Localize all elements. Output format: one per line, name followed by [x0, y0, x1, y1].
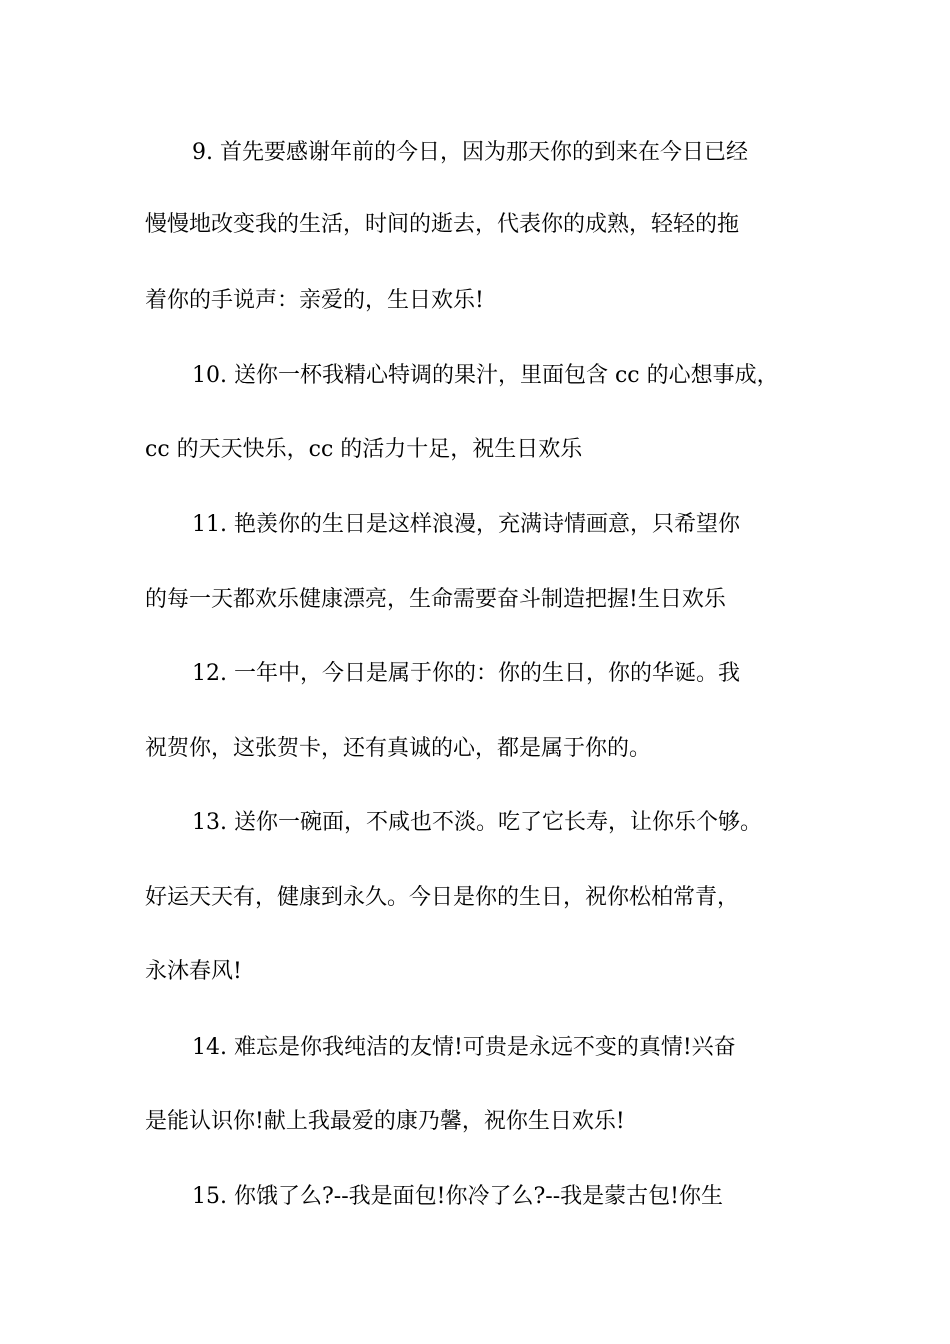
- paragraph-9-line-1: 9. 首先要感谢年前的今日，因为那天你的到来在今日已经: [192, 140, 748, 165]
- paragraph-13-line-1: 13. 送你一碗面，不咸也不淡。吃了它长寿，让你乐个够。: [192, 810, 762, 835]
- paragraph-10-line-2: cc 的天天快乐，cc 的活力十足，祝生日欢乐: [145, 437, 583, 462]
- paragraph-14-line-1: 14. 难忘是你我纯洁的友情!可贵是永远不变的真情!兴奋: [192, 1035, 736, 1060]
- paragraph-13-line-3: 永沐春风!: [145, 959, 242, 984]
- paragraph-9-line-3: 着你的手说声：亲爱的，生日欢乐!: [145, 288, 484, 313]
- paragraph-10-line-1: 10. 送你一杯我精心特调的果汁，里面包含 cc 的心想事成，: [192, 363, 779, 388]
- paragraph-15-line-1: 15. 你饿了么?--我是面包!你冷了么?--我是蒙古包!你生: [192, 1184, 723, 1209]
- paragraph-11-line-1: 11. 艳羡你的生日是这样浪漫，充满诗情画意，只希望你: [192, 512, 740, 537]
- paragraph-13-line-2: 好运天天有，健康到永久。今日是你的生日，祝你松柏常青，: [145, 885, 740, 910]
- paragraph-12-line-2: 祝贺你，这张贺卡，还有真诚的心，都是属于你的。: [145, 736, 652, 761]
- paragraph-11-line-2: 的每一天都欢乐健康漂亮，生命需要奋斗制造把握!生日欢乐: [145, 587, 726, 612]
- paragraph-9-line-2: 慢慢地改变我的生活，时间的逝去，代表你的成熟，轻轻的拖: [145, 212, 740, 237]
- paragraph-12-line-1: 12. 一年中，今日是属于你的：你的生日，你的华诞。我: [192, 661, 740, 686]
- paragraph-14-line-2: 是能认识你!献上我最爱的康乃馨，祝你生日欢乐!: [145, 1109, 625, 1134]
